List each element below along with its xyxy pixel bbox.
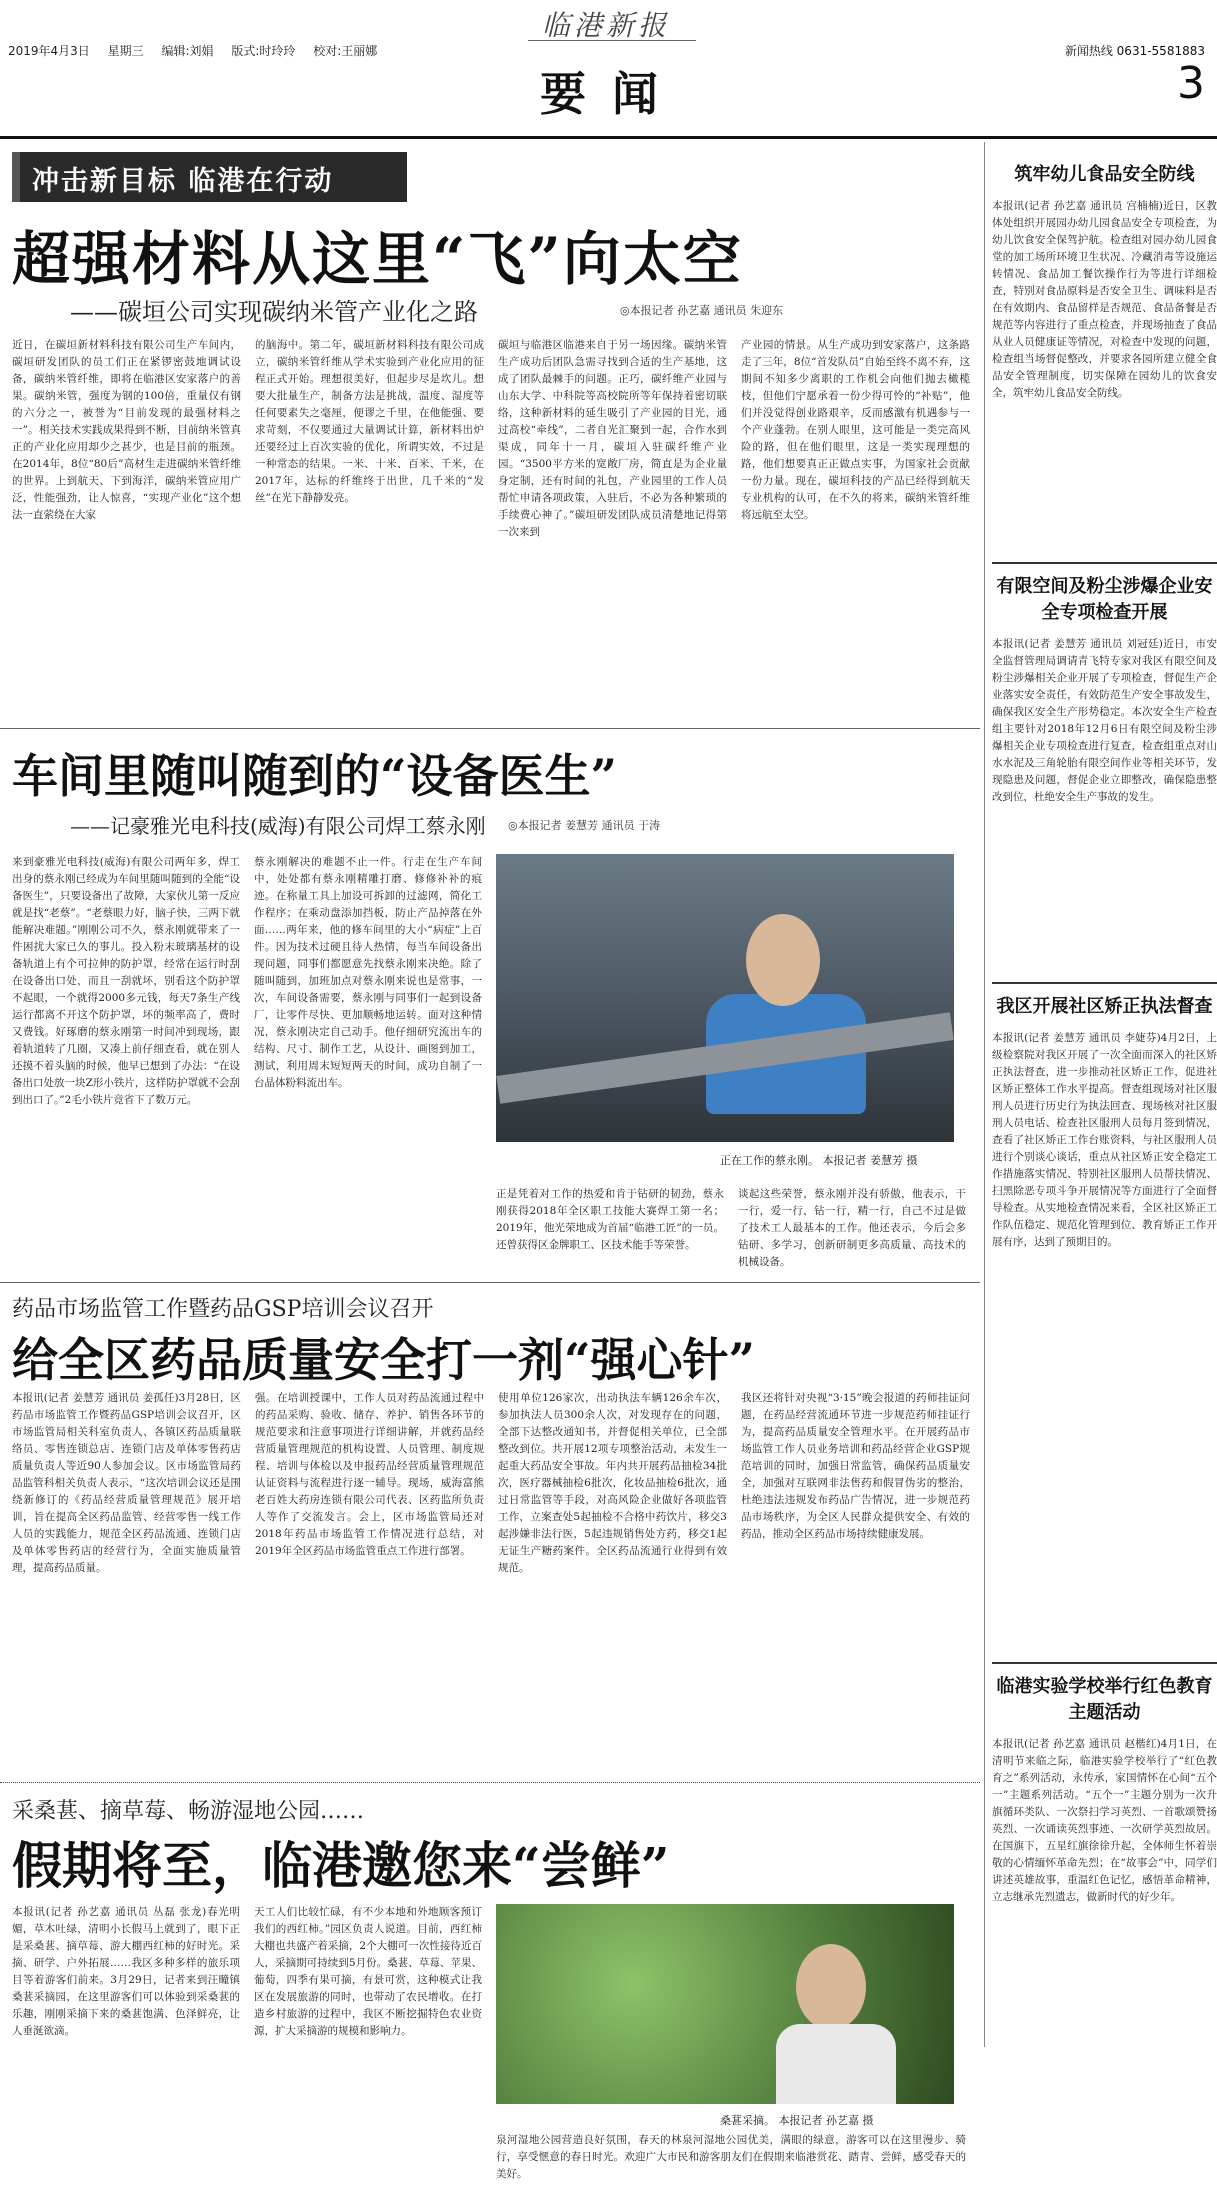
article3-body <box>12 1390 972 1770</box>
article1-col: 的脑海中。第二年，碳垣新材料科技有限公司成立，碳纳米管纤维从学术实验到产业化应用的征程正式开始。理想很美好，但起步尽是坎儿。想要大批量生产，制备方法是挑战，温度、湿度等任何要素失之毫厘，便谬之千里，在他能强、要求苛刻，不仅要通过大量调试计算，新材料出炉还要经过上百次实验的优化，所谓实效，不过是一种常态的结果。一米、十米、百米、千米，在2017年，达标的纤维终于出世，几千米的“发丝”在光下静静发亮。 <box>255 339 484 504</box>
article4-photo-caption: 桑葚采摘。 本报记者 孙艺嘉 摄 <box>720 2114 874 2127</box>
sidebar-divider <box>992 562 1217 564</box>
article4-body-right <box>496 2132 966 2192</box>
section-title: 要闻 <box>540 67 684 121</box>
article3-col: 使用单位126家次，出动执法车辆126余车次，参加执法人员300余人次，对发现存在的问题，全部下达整改通知书，并督促相关单位，已全部整改到位。共开展12项专项整治活动，未发生一起重大药品安全事故。年内共开展药品抽检34批次，医疗器械抽检6批次，化妆品抽检6批次，通过日常监管等手段，对高风险企业做好各项监管工作，立案查处5起抽检不合格中药饮片，移交3起涉嫌非法行医，5起违规销售处方药，移交1起无证生产糖药案件。全区药品流通行业得到有效规范。 <box>498 1392 727 1574</box>
sidebar-title: 临港实验学校举行红色教育主题活动 <box>996 1676 1213 1723</box>
news-hotline: 新闻热线 0631-5581883 <box>1064 44 1205 58</box>
welder-photo <box>496 854 954 1142</box>
article4-col: 泉河湿地公园营造良好氛围，春天的林泉河湿地公园优美，满眼的绿意，游客可以在这里漫步、骑行，享受惬意的春日时光。欢迎广大市民和游客朋友们在假期来临港赏花、踏青、尝鲜，感受春天的美好。 <box>496 2134 966 2180</box>
article1-byline: ◎本报记者 孙艺嘉 通讯员 朱迎东 <box>620 304 784 317</box>
issue-date: 2019年4月3日 <box>8 44 90 58</box>
mulberry-photo <box>496 1904 954 2104</box>
sidebar-divider <box>992 982 1217 984</box>
article2-body-left <box>12 854 482 1274</box>
article2-subtitle: ——记豪雅光电科技(威海)有限公司焊工蔡永刚 <box>70 814 486 838</box>
article1-col: 碳垣与临港区临港来自于另一场因缘。碳纳米管生产成功后团队急需寻找到合适的生产基地，这成了团队最棘手的问题。正巧，碳纤维产业园与山东大学、中科院等高校院所等年保持着密切联络，这种新材料的延生吸引了产业园的目光，通过高校“牵线”，二者自光汇聚到一起，合作水到渠成，同年十一月，碳垣入驻碳纤维产业园。“3500平方米的宽敞厂房，简直是为企业量身定制，还有时间的礼包，产业园里的工作人员帮忙申请各项政策，入驻后，不必为各种繁琐的手续费心神了。”碳垣研发团队成员清楚地记得第一次来到 <box>498 339 727 538</box>
issue-designer: 版式:时玲玲 <box>231 44 296 58</box>
sidebar-article-food-safety <box>992 162 1217 552</box>
article1-col: 近日，在碳垣新材料科技有限公司生产车间内，碳垣研发团队的员工们正在紧锣密鼓地调试设备，碳纳米管纤维，即将在临港区安家落户的善果。碳纳米管，强度为钢的100倍，重量仅有钢的六分之一，被誉为“目前发现的最强材料之一”。相关技术实践成果得到不断，目前纳米管真正的产业化应用却少之甚少，也是目前的瓶颈。在2014年，8位“80后”高材生走进碳纳米管纤维的世界。上到航天、下到海洋，碳纳米管应用广泛，性能强劲，让人惊喜，“实现产业化”这个想法一直萦绕在大家 <box>12 339 241 521</box>
article4-title: 假期将至，临港邀您来“尝鲜” <box>12 1836 670 1895</box>
header-rule <box>0 136 1217 139</box>
article3-title: 给全区药品质量安全打一剂“强心针” <box>12 1333 755 1387</box>
article1-title: 超强材料从这里“飞”向太空 <box>12 225 743 293</box>
article2-col: 来到豪雅光电科技(威海)有限公司两年多，焊工出身的蔡永刚已经成为车间里随叫随到的全能“设备医生”，只要设备出了故障，大家伙儿第一反应就是找“老蔡”。“老蔡眼力好，脑子快，三两下就能解决难题。”刚刚公司不久，蔡永刚就带来了一件困扰大家已久的事儿。投入粉末玻璃基材的设备轨道上有个可拉伸的防护罩，经常在运行时刮在设备出口处，而且一刮就坏，别看这个防护罩不起眼，一个就得2000多元钱，每天7条生产线运行都离不开这个防护罩，坏的频率高了，费时又费钱。好琢磨的蔡永刚第一时间冲到现场，跟着轨道转了几圈，又凑上前仔细查看，就在别人还摸不着头脑的时候，他早已想到了办法：“在设备出口处放一块Z形小铁片，这样防护罩就不会刮到出口了。”2毛小铁片竟省下了数万元。 <box>12 856 240 1106</box>
issue-meta <box>8 42 391 59</box>
section-divider <box>0 1282 980 1283</box>
article2-title: 车间里随叫随到的“设备医生” <box>12 749 617 803</box>
article1-col: 产业园的情景。从生产成功到安家落户，这条路走了三年，8位“首发队员”自始至终不离不弃，这期间不知多少离职的工作机会向他们抛去橄榄枝，但他们宁愿承着一份少得可怜的“补贴”，他们并没觉得创业路艰辛，反而感激有机遇参与一个产业蓬勃。在别人眼里，这可能是一类完高风险的路，但在他们眼里，这是一类实现理想的路，他们想要真正正做点实事，为国家社会贡献一份力量。现在，碳垣科技的产品已经得到航天专业机构的认可，在不久的将来，碳纳米管纤维将远航至太空。 <box>741 339 970 521</box>
issue-proofreader: 校对:王丽娜 <box>313 44 378 58</box>
newspaper-logo: 临港新报 <box>542 9 671 42</box>
sidebar-article-red-education <box>992 1674 1217 2044</box>
section-divider <box>0 728 980 729</box>
article3-kicker: 药品市场监管工作暨药品GSP培训会议召开 <box>12 1297 434 1322</box>
sidebar-divider <box>992 1662 1217 1664</box>
sidebar-body: 本报讯(记者 孙艺嘉 通讯员 宫楠楠)近日，区教体处组织开展园办幼儿园食品安全专项检查，为幼儿饮食安全保驾护航。检查组对园办幼儿园食堂的加工场所环境卫生状况、冷藏消毒等设施运转情况、食品加工餐饮操作行为等进行详细检查，特别对食品原料是否安全卫生、调味料是否在有效期内、食品留样是否规范、食品备餐是否规范等内容进行了重点检查，并现场抽查了食品从业人员健康证等情况，对检查中发现的问题，检查组当场督促整改，并要求各园所建立健全食品安全管理制度，切实保障在园幼儿的饮食安全，筑牢幼儿食品安全防线。 <box>992 200 1217 399</box>
worker-face <box>746 914 820 1006</box>
article4-col: 本报讯(记者 孙艺嘉 通讯员 丛磊 张龙)春光明媚，草木吐绿，清明小长假马上就到了，眼下正是采桑葚、摘草莓、游大棚西红柿的好时光。采摘、研学、户外拓展……我区多种多样的旅乐项目等着游客们前来。3月29日，记者来到汪疃镇桑葚采摘园，在这里游客们可以体验到采桑葚的乐趣，刚刚采摘下来的桑葚饱满、色泽鲜亮，让人垂涎欲滴。 <box>12 1906 240 2037</box>
article2-byline: ◎本报记者 姜慧芳 通讯员 于涛 <box>508 819 661 832</box>
page-number: 3 <box>1177 58 1205 109</box>
article4-kicker: 采桑葚、摘草莓、畅游湿地公园…… <box>12 1799 365 1824</box>
picker-shirt <box>776 2024 896 2104</box>
article3-col: 本报讯(记者 姜慧芳 通讯员 姜孤任)3月28日，区药品市场监管工作暨药品GSP培训会议召开，区市场监管局相关科室负责人、各镇区药品质量联络员、零售连锁总店、连锁门店及单体零售药店质量负责人等近90人参加会议。区市场监管局药品监管科相关负责人表示，“这次培训会议还是围绕新修订的《药品经营质量管理规范》展开培训，旨在提高全区药品监管、经营零售一线工作人员的实践能力，规范全区药品流通、连锁门店及单体零售药店的经营行为，全面实施质量管理，提高药品质量。 <box>12 1392 241 1574</box>
article2-col: 谈起这些荣誉，蔡永刚并没有骄傲，他表示，干一行，爱一行，钻一行，精一行，自己不过是做了技术工人最基本的工作。他还表示，今后会多钻研、多学习，创新研制更多高质量、高技术的机械设备。 <box>738 1188 966 1268</box>
article1-body <box>12 337 972 717</box>
page-header <box>0 0 1217 152</box>
issue-editor: 编辑:刘娟 <box>161 44 214 58</box>
issue-weekday: 星期三 <box>107 44 144 58</box>
logo-divider <box>528 40 696 41</box>
article2-photo-caption: 正在工作的蔡永刚。 本报记者 姜慧芳 摄 <box>720 1154 918 1167</box>
picker-face <box>796 1944 866 2030</box>
article2-col: 正是凭着对工作的热爱和肯于钻研的韧劲，蔡永刚获得2018年全区职工技能大赛焊工第一名；2019年，他光荣地成为首届“临港工匠”的一员。还曾获得区金牌职工、区技术能手等荣誉。 <box>496 1188 724 1251</box>
article3-col: 我区还将针对央视“3·15”晚会报道的药师挂证问题，在药品经营流通环节进一步规范药师挂证行为，提高药品质量安全管理水平。在开展药品市场监管工作人员业务培训和药品经营企业GSP规范培训的同时，加强日常监管，确保药品质量安全，加强对互联网非法售药和假冒伪劣的整治，杜绝违法违规发布药品广告情况，进一步规范药品市场秩序，为全区人民群众提供安全、有效的药品，推动全区药品市场持续健康发展。 <box>741 1392 970 1540</box>
article2-body-right <box>496 1186 966 1274</box>
section-divider <box>0 1782 980 1783</box>
sidebar-title: 有限空间及粉尘涉爆企业安全专项检查开展 <box>996 576 1213 623</box>
column-separator <box>984 142 985 2047</box>
article4-body-left <box>12 1904 482 2194</box>
sidebar-body: 本报讯(记者 姜慧芳 通讯员 李婕芬)4月2日，上级检察院对我区开展了一次全面而深入的社区矫正执法督查，进一步推动社区矫正工作，促进社区矫正整体工作水平提高。督查组现场对社区服刑人员进行历史行为执法回查、现场核对社区服刑人员电话、检查社区服刑人员每月签到情况，查看了社区矫正工作台账资料，与社区服刑人员进行个别谈心谈话，重点从社区矫正安全稳定工作措施落实情况、特别社区服刑人员帮扶情况、扫黑除恶专项斗争开展情况等方面进行了全面督导检查。从实地检查情况来看，全区社区矫正工作队伍稳定、规范化管理到位、教育矫正工作开展有序，达到了预期目的。 <box>992 1032 1217 1248</box>
article1-subtitle: ——碳垣公司实现碳纳米管产业化之路 <box>70 298 478 326</box>
sidebar-body: 本报讯(记者 孙艺嘉 通讯员 赵楷红)4月1日，在清明节来临之际，临港实验学校举行了“红色教育之”系列活动，永传承，家国情怀在心间“五个一”主题系列活动。“五个一”主题分别为一次升旗循环类队、一次祭扫学习英烈、一首歌颂赞扬英烈、一次诵读英烈事迹、一次研学英烈故居。在国旗下，五星红旗徐徐升起，全体师生怀着崇敬的心情缅怀革命先烈；在“故事会”中，同学们讲述英雄故事，重温红色记忆，感悟革命精神，立志继承先烈遗志，做新时代的好少年。 <box>992 1738 1217 1903</box>
sidebar-body: 本报讯(记者 姜慧芳 通讯员 刘冠廷)近日，市安全监督管理局调请青飞特专家对我区有限空间及粉尘涉爆相关企业开展了专项检查，督促生产企业落实安全责任，有效防范生产安全事故发生，确保我区安全生产形势稳定。本次安全生产检查组主要针对2018年12月6日有限空间及粉尘涉爆相关企业专项检查进行复查，检查组重点对山水水泥及三角轮胎有限空间作业等相关环节，发现隐患及问题，督促企业立即整改，确保隐患整改到位，杜绝安全生产事故的发生。 <box>992 638 1217 803</box>
article2-col: 蔡永刚解决的难题不止一件。行走在生产车间中，处处都有蔡永刚精雕打磨、修修补补的痕迹。在称量工具上加设可拆卸的过滤网，简化工作程序；在乘动盘添加挡板，防止产品掉落在外面……两年来，他的修车间里的大小“病症”上百件。因为技术过硬且待人热情，每当车间设备出现问题，同事们都愿意先找蔡永刚来决绝。除了随叫随到，加班加点对蔡永刚来说也是常事，一次，车间设备需要，蔡永刚与同事们一起到设备厂，让零件尽快、更加顺畅地运转。面对这种情况，蔡永刚决定自己动手。他仔细研究流出车的结构、尺寸、制作工艺，从设计、画图到加工，测试，利用周末短短两天的时间，成功自制了一台晶体粉料流出车。 <box>254 856 482 1089</box>
campaign-banner: 冲击新目标 临港在行动 <box>12 152 407 202</box>
article4-col: 天工人们比较忙碌，有不少本地和外地顾客预订我们的西红柿。”园区负责人说道。目前，西红柿大棚也共盛产着采摘，2个大棚可一次性接待近百人，采摘期可持续到5月份。桑葚、草莓、苹果、葡萄，四季有果可摘，有景可赏，这种模式让我区在发展旅游的同时，也带动了农民增收。在打造乡村旅游的过程中，我区不断挖掘特色农业资源，扩大采摘游的规模和影响力。 <box>254 1906 482 2037</box>
sidebar-title: 我区开展社区矫正执法督查 <box>996 996 1213 1017</box>
article3-col: 强。在培训授课中，工作人员对药品流通过程中的药品采购、验收、储存、养护、销售各环节的规范要求和注意事项进行详细讲解，并就药品经营质量管理规范的机构设置、人员管理、制度规程、培训与体检以及申报药品经营质量管理规范认证资料与流程进行逐一辅导。现场，威海富熊老百姓大药房连锁有限公司代表、区药监所负责人等作了交流发言。会上，区市场监管局还对2018年药品市场监管工作情况进行总结，对2019年全区药品市场监管重点工作进行部署。 <box>255 1392 484 1557</box>
sidebar-title: 筑牢幼儿食品安全防线 <box>1014 164 1195 185</box>
